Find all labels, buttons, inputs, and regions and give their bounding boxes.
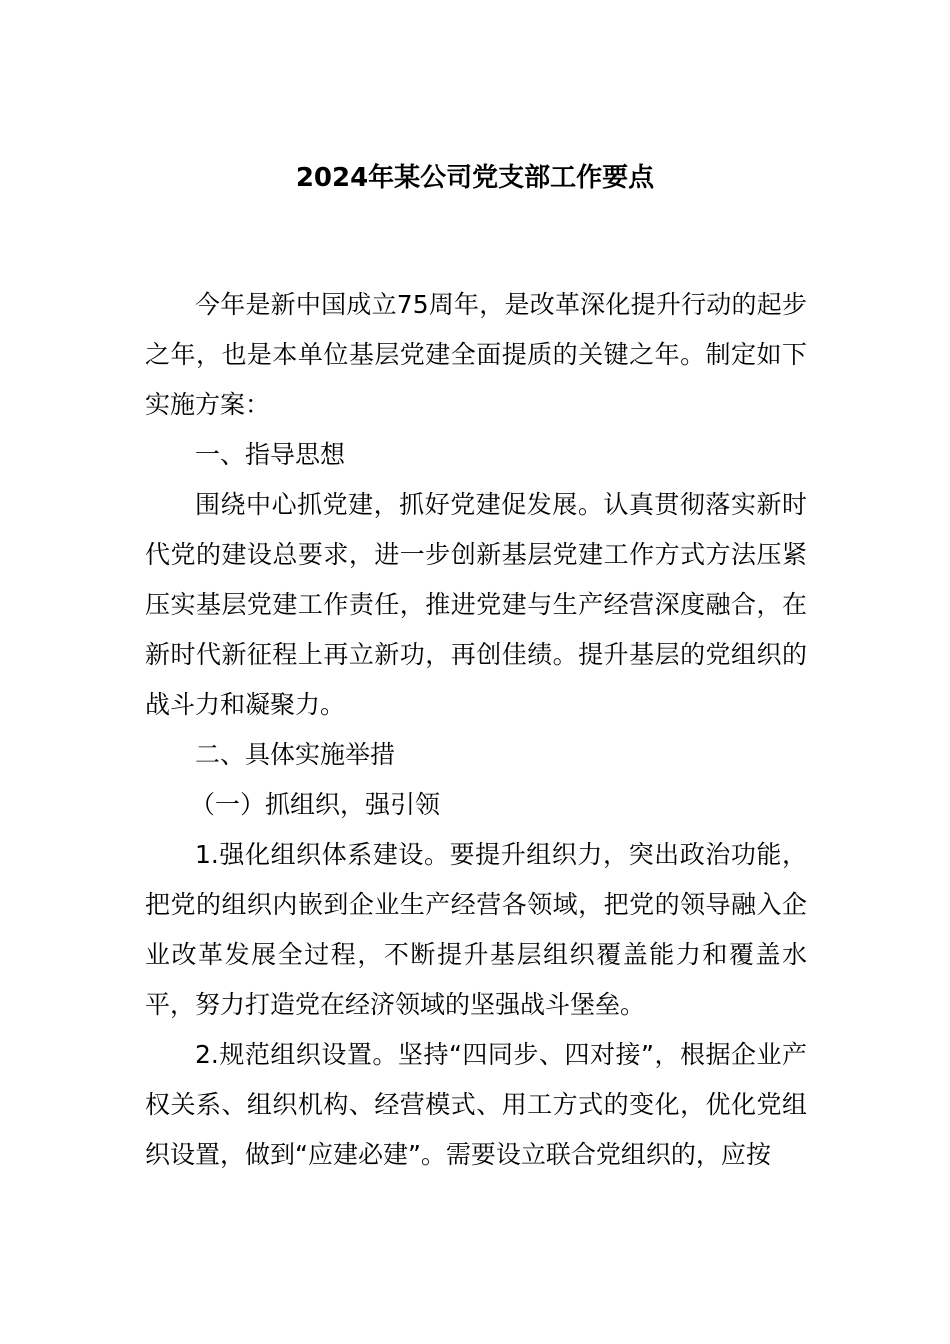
document-body (145, 280, 807, 1180)
section-heading-implementation-measures: 二、具体实施举措 (195, 740, 396, 769)
document-title: 2024年某公司党支部工作要点 (295, 163, 655, 193)
guiding-ideology-paragraph: 围绕中心抓党建，抓好党建促发展。认真贯彻落实新时代党的建设总要求，进一步创新基层党建工作方式方法压紧压实基层党建工作责任，推进党建与生产经营深度融合，在新时代新征程上再立新功，再创佳绩。提升基层的党组织的战斗力和凝聚力。 (145, 490, 807, 719)
section-heading-guiding-ideology: 一、指导思想 (195, 440, 346, 469)
item-2-paragraph: 2.规范组织设置。坚持“四同步、四对接”，根据企业产权关系、组织机构、经营模式、用工方式的变化，优化党组织设置，做到“应建必建”。需要设立联合党组织的，应按 (145, 1040, 807, 1169)
subsection-heading-organization: （一）抓组织，强引领 (190, 790, 441, 819)
intro-paragraph: 今年是新中国成立75周年，是改革深化提升行动的起步之年，也是本单位基层党建全面提质的关键之年。制定如下实施方案： (145, 290, 807, 419)
item-1-paragraph: 1.强化组织体系建设。要提升组织力，突出政治功能，把党的组织内嵌到企业生产经营各领域，把党的领导融入企业改革发展全过程，不断提升基层组织覆盖能力和覆盖水平，努力打造党在经济领域的坚强战斗堡垒。 (145, 840, 807, 1019)
